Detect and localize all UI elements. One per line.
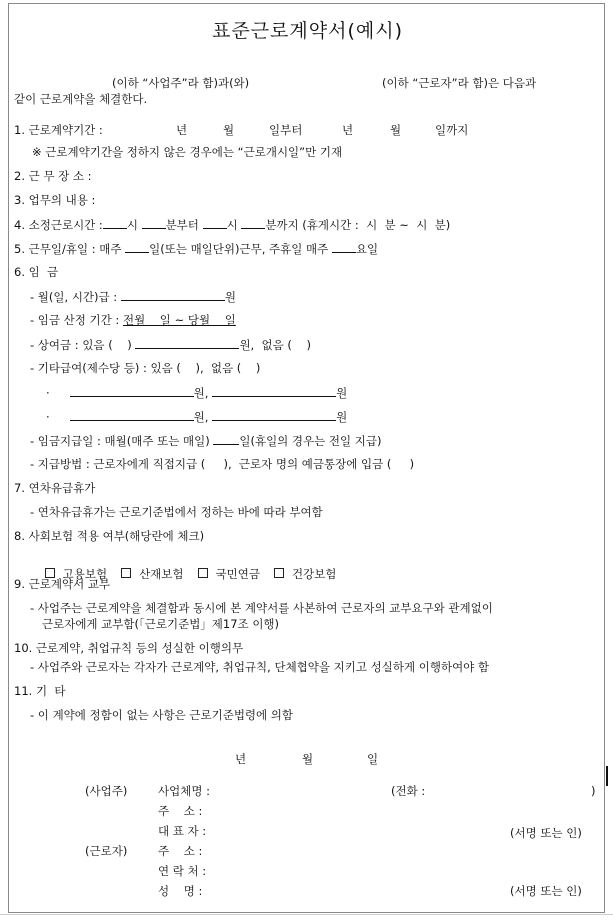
sec5-rest-day-field[interactable] (332, 241, 356, 253)
sec6-other-item-1 (46, 385, 347, 400)
sec6-payday-field[interactable] (213, 433, 239, 445)
sec6-bullet-2: · (46, 410, 50, 424)
sec6-bullet-1: · (46, 386, 50, 400)
checkbox-icon[interactable] (198, 568, 208, 578)
sec6-bonus-tail: 원, 없음 ( ) (239, 338, 311, 352)
date-day: 일 (367, 752, 379, 766)
sec5-label: 5. 근무일/휴일 : 매주 (14, 242, 122, 256)
sec6-monthly-label: - 월(일, 시간)급 : (30, 290, 118, 304)
date-month: 월 (302, 752, 314, 766)
sec5-rest-unit: 요일 (355, 242, 379, 256)
employer-address-label: 주 소 : (158, 804, 203, 818)
sec6-calc-row (30, 313, 236, 327)
sec4-label: 4. 소정근로시간 : (14, 218, 103, 232)
intro-employer-text: (이하 “사업주”라 함)과(와) (112, 76, 250, 90)
sec6-other-2a-won: 원, (193, 410, 209, 424)
sec4-row (14, 217, 450, 232)
sec9-desc-1: - 사업주는 근로계약을 체결함과 동시에 본 계약서를 사본하여 근로자의 교부요구와 관계없이 (30, 601, 493, 615)
sec5-workdays-field[interactable] (125, 241, 149, 253)
employer-label: (사업주) (85, 784, 128, 798)
sec4-min-from: 분부터 (165, 218, 199, 232)
sec4-hour-1: 시 (126, 218, 138, 232)
sec10-label: 10. 근로계약, 취업규칙 등의 성실한 이행의무 (14, 641, 244, 655)
worker-address-label: 주 소 : (158, 844, 203, 858)
sec6-other-1a-field[interactable] (70, 385, 194, 397)
date-year: 년 (235, 752, 247, 766)
sec4-min-end-field[interactable] (241, 217, 265, 229)
sec4-hour-start-field[interactable] (103, 217, 127, 229)
sec1-day-to: 일까지 (435, 123, 469, 137)
sec6-bonus-label: - 상여금 : 있음 ( ) (30, 338, 132, 352)
sec10-desc: - 사업주와 근로자는 각자가 근로계약, 취업규칙, 단체협약을 지키고 성실하게 이행하여야 함 (30, 660, 490, 674)
sec6-bonus-row (30, 337, 311, 352)
company-name-label: 사업체명 : (158, 784, 210, 798)
checkbox-icon[interactable] (121, 568, 131, 578)
sec1-day-from: 일부터 (269, 123, 303, 137)
sec6-monthly-field[interactable] (121, 289, 225, 301)
sec5-day-unit: 일(또는 매일단위)근무, 주휴일 매주 (149, 242, 329, 256)
sec4-hour-end-field[interactable] (203, 217, 227, 229)
checkbox-icon[interactable] (274, 568, 284, 578)
phone-label: (전화 : (391, 784, 426, 798)
sec3-label: 3. 업무의 내용 : (14, 193, 96, 207)
sec8-label: 8. 사회보험 적용 여부(해당란에 체크) (14, 529, 205, 543)
sec6-other-1a-won: 원, (193, 386, 209, 400)
sec6-calc-label: - 임금 산정 기간 : (30, 313, 120, 327)
sec6-monthly-row (30, 289, 236, 304)
sec6-other-row: - 기타급여(제수당 등) : 있음 ( ), 없음 ( ) (30, 361, 261, 375)
sec4-min-to: 분까지 (휴게시간 : 시 분 ~ 시 분) (265, 218, 451, 232)
representative-label: 대 표 자 : (158, 824, 207, 838)
sec6-bonus-field[interactable] (135, 337, 239, 349)
sec4-hour-2: 시 (226, 218, 238, 232)
sec8-option-employment[interactable]: 고용보험 (45, 567, 107, 581)
sec7-label: 7. 연차유급휴가 (14, 481, 96, 495)
intro-worker-text: (이하 “근로자”라 함)은 다음과 (382, 76, 537, 90)
sec7-desc: - 연차유급휴가는 근로기준법에서 정하는 바에 따라 부여함 (30, 505, 323, 519)
sec6-other-1b-field[interactable] (212, 385, 336, 397)
sec8-option-health[interactable]: 건강보험 (274, 567, 336, 581)
contract-page (8, 3, 605, 913)
sec6-other-1b-won: 원 (336, 386, 348, 400)
contact-label: 연 락 처 : (158, 864, 207, 878)
worker-sign-note: (서명 또는 인) (510, 884, 582, 898)
sec6-other-item-2 (46, 409, 347, 424)
sec6-other-2a-field[interactable] (70, 409, 194, 421)
sec1-month-2: 월 (390, 123, 402, 137)
sec1-year-2: 년 (342, 123, 354, 137)
sec4-min-start-field[interactable] (142, 217, 166, 229)
sec8-option-industrial[interactable]: 산재보험 (121, 567, 183, 581)
page-divider (0, 914, 613, 915)
sec6-calc-period: 전월 일 ~ 당월 일 (122, 313, 236, 327)
sec6-payday-tail: 일(휴일의 경우는 전일 지급) (239, 434, 382, 448)
sec1-year-1: 년 (176, 123, 188, 137)
sec1-label: 1. 근로계약기간 : (14, 123, 103, 137)
intro-line-2: 같이 근로계약을 체결한다. (14, 92, 148, 106)
sec8-option-pension[interactable]: 국민연금 (198, 567, 260, 581)
sec6-monthly-won: 원 (224, 290, 236, 304)
sec6-label: 6. 임 금 (14, 265, 59, 279)
sec6-other-2b-field[interactable] (212, 409, 336, 421)
phone-close: ) (591, 784, 596, 798)
sec11-label: 11. 기 타 (14, 684, 66, 698)
employer-sign-note: (서명 또는 인) (510, 826, 582, 840)
sec1-month-1: 월 (223, 123, 235, 137)
worker-label: (근로자) (85, 844, 128, 858)
sec11-desc: - 이 계약에 정함이 없는 사항은 근로기준법령에 의함 (30, 708, 294, 722)
page-title: 표준근로계약서(예시) (211, 20, 403, 42)
sec6-method-row: - 지급방법 : 근로자에게 직접지급 ( ), 근로자 명의 예금통장에 입금 ( ) (30, 457, 415, 471)
name-label: 성 명 : (158, 884, 203, 898)
sec9-desc-2: 근로자에게 교부함(「근로기준법」제17조 이행) (42, 617, 280, 631)
sec6-payday-label: - 임금지급일 : 매월(매주 또는 매일) (30, 434, 210, 448)
sec9-label: 9. 근로계약서 교부 (14, 577, 111, 591)
sec6-other-2b-won: 원 (336, 410, 348, 424)
sec6-payday-row (30, 433, 382, 448)
sec1-note: ※ 근로계약기간을 정하지 않은 경우에는 “근로개시일”만 기재 (32, 145, 343, 159)
text-cursor (606, 766, 608, 786)
sec2-label: 2. 근 무 장 소 : (14, 169, 92, 183)
sec5-row (14, 241, 378, 256)
